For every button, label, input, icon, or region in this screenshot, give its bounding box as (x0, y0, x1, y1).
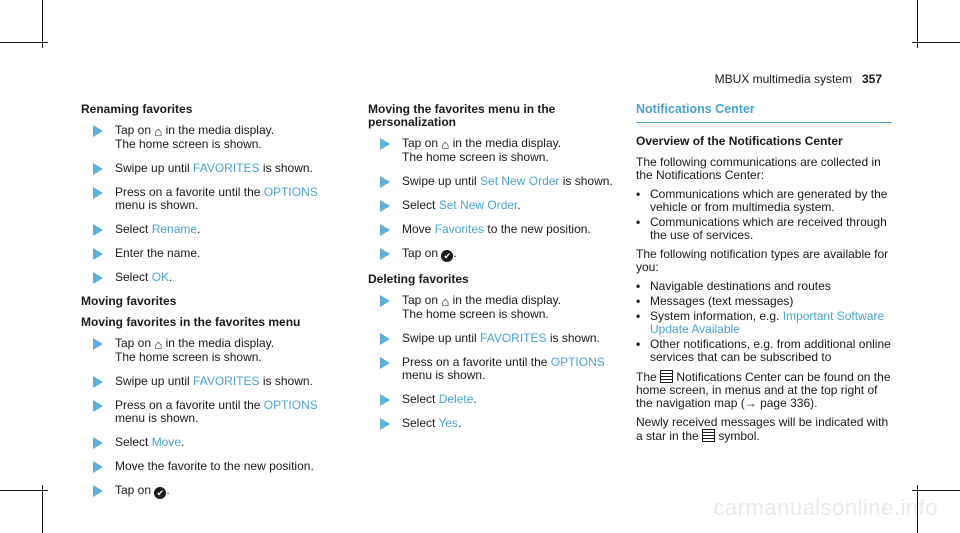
instruction-step (81, 247, 331, 260)
heading-moving: Moving favorites (81, 294, 177, 308)
step-text-part: Select (402, 416, 439, 430)
bullet-icon: • (636, 279, 641, 293)
step-text-part: . (517, 198, 521, 212)
step-text-part: is shown. (559, 174, 613, 188)
instruction-step (81, 271, 331, 284)
step-text (402, 393, 618, 406)
instruction-step (81, 186, 331, 212)
step-text-part: in the media display. (449, 293, 562, 307)
step-text-part: Move (402, 222, 435, 236)
section-title: MBUX multimedia system (714, 72, 852, 86)
home-icon: ⌂ (441, 137, 450, 152)
page-number: 357 (861, 72, 882, 86)
crop-mark (917, 0, 918, 48)
list-item-text (650, 280, 831, 293)
menu-option-label: OPTIONS (263, 398, 318, 412)
step-text-part: Tap on (402, 136, 442, 150)
bullet-icon: • (636, 337, 641, 351)
bullet-icon: • (636, 309, 641, 323)
step-arrow-icon (93, 338, 103, 350)
move-steps (81, 337, 331, 499)
menu-option-label: OPTIONS (550, 355, 605, 369)
list-item-text: Communications which are received through the use of services. (650, 215, 887, 242)
heading-deleting: Deleting favorites (368, 272, 469, 286)
list-item-text-part: Messages (text messages) (650, 294, 794, 308)
step-text-part: Select (115, 222, 152, 236)
step-text (115, 484, 331, 499)
menu-option-label: Set New Order (480, 174, 560, 188)
step-text-part: in the media display. (162, 123, 275, 137)
step-text (115, 271, 331, 284)
instruction-step (368, 393, 618, 406)
step-arrow-icon (380, 176, 390, 188)
list-item-text (650, 338, 892, 364)
step-arrow-icon (380, 357, 390, 369)
menu-option-label: Important Software Update Available (650, 309, 885, 336)
crop-mark (912, 490, 960, 491)
step-text-part: is shown. (546, 331, 600, 345)
menu-option-label: Set New Order (438, 198, 518, 212)
bullet-icon: • (636, 294, 641, 308)
menu-option-label: Move (151, 435, 182, 449)
step-arrow-icon (93, 163, 103, 175)
step-arrow-icon (380, 200, 390, 212)
step-text-part: Swipe up until (402, 174, 481, 188)
step-text (115, 223, 331, 236)
bullet-list (636, 280, 892, 364)
step-text-part: is shown. (259, 161, 313, 175)
step-text (115, 247, 331, 260)
rename-steps (81, 124, 331, 284)
step-text-part: . (473, 392, 477, 406)
heading-overview: Overview of the Notifications Center (636, 134, 843, 148)
instruction-step (81, 460, 331, 473)
list-item (636, 216, 892, 242)
instruction-step (81, 399, 331, 425)
step-text-part: menu is shown. (115, 198, 199, 212)
step-arrow-icon (380, 333, 390, 345)
text: symbol. (715, 429, 760, 443)
step-text (402, 356, 618, 382)
step-arrow-icon (93, 187, 103, 199)
crop-mark (0, 42, 48, 43)
step-text-part: Select (402, 198, 439, 212)
list-item-text (650, 295, 793, 308)
step-text-part: in the media display. (162, 336, 275, 350)
step-text (115, 375, 331, 388)
instruction-step (368, 137, 618, 164)
step-arrow-icon (93, 248, 103, 260)
instruction-step (368, 247, 618, 262)
step-arrow-icon (93, 461, 103, 473)
step-text-part: Tap on (115, 336, 155, 350)
step-text-part: Tap on (115, 123, 155, 137)
menu-option-label: FAVORITES (193, 161, 260, 175)
step-text (115, 186, 331, 212)
step-text-part: Swipe up until (115, 374, 194, 388)
step-text-part: Select (115, 435, 152, 449)
subheading-moving-menu: Moving favorites in the favorites menu (81, 315, 301, 329)
step-text-part: menu is shown. (402, 368, 486, 382)
list-item (636, 310, 892, 336)
step-text (115, 124, 331, 151)
step-arrow-icon (93, 224, 103, 236)
instruction-step (368, 199, 618, 212)
list-item (636, 280, 892, 293)
step-result-text: The home screen is shown. (115, 137, 262, 151)
step-text-part: . (197, 222, 201, 236)
step-text-part: Press on a favorite until the (402, 355, 551, 369)
column-3 (636, 103, 892, 449)
step-text-part: Move the favorite to the new position. (115, 459, 314, 473)
step-text-part: Swipe up until (115, 161, 194, 175)
step-arrow-icon (380, 138, 390, 150)
menu-option-label: OK (151, 270, 170, 284)
text: Newly received messages will be indicated with a star in the (636, 415, 889, 443)
step-text-part: Tap on (402, 246, 442, 260)
heading-moving-personalization: Moving the favorites menu in the personalization (368, 102, 556, 129)
step-text-part: Select (115, 270, 152, 284)
list-item (636, 338, 892, 364)
crop-mark (42, 485, 43, 533)
step-text-part: Press on a favorite until the (115, 185, 264, 199)
instruction-step (368, 223, 618, 236)
step-text (402, 199, 618, 212)
text: Notifications Center can be found on the home screen, in menus and at the top right of the navigation map (→ page 336). (636, 370, 891, 410)
paragraph (636, 370, 892, 410)
list-item (636, 295, 892, 308)
step-arrow-icon (380, 418, 390, 430)
step-text (402, 223, 618, 236)
step-text-part: Enter the name. (115, 246, 201, 260)
page-header (715, 72, 882, 86)
notification-list-icon (702, 429, 715, 442)
menu-option-label: Favorites (434, 222, 485, 236)
step-text (115, 460, 331, 473)
text: The (636, 370, 661, 384)
step-text-part: . (181, 435, 185, 449)
step-text-part: Swipe up until (402, 331, 481, 345)
instruction-step (368, 332, 618, 345)
instruction-step (81, 223, 331, 236)
menu-option-label: OPTIONS (263, 185, 318, 199)
instruction-step (81, 337, 331, 364)
step-arrow-icon (380, 295, 390, 307)
step-text-part: menu is shown. (115, 411, 199, 425)
step-arrow-icon (93, 485, 103, 497)
menu-option-label: Rename (151, 222, 198, 236)
watermark: carmanualsonline.info (713, 495, 938, 520)
personalization-steps (368, 137, 618, 262)
step-text (402, 137, 618, 164)
step-text-part: . (169, 270, 173, 284)
step-arrow-icon (93, 400, 103, 412)
list-item-text: Communications which are generated by the vehicle or from multimedia system. (650, 187, 888, 214)
step-text-part: Tap on (115, 483, 155, 497)
home-icon: ⌂ (441, 294, 450, 309)
instruction-step (368, 175, 618, 188)
column-1 (81, 103, 331, 510)
section-heading-notifications: Notifications Center (636, 103, 892, 123)
step-arrow-icon (93, 125, 103, 137)
step-text (402, 417, 618, 430)
instruction-step (368, 356, 618, 382)
list-item-text (650, 310, 892, 336)
instruction-step (81, 375, 331, 388)
instruction-step (81, 124, 331, 151)
step-text (115, 162, 331, 175)
step-arrow-icon (380, 394, 390, 406)
list-item-text-part: System information, e.g. (650, 309, 783, 323)
step-text-part: Tap on (402, 293, 442, 307)
list-item-text-part: Navigable destinations and routes (650, 279, 831, 293)
step-result-text: The home screen is shown. (402, 307, 549, 321)
step-arrow-icon (380, 224, 390, 236)
instruction-step (368, 417, 618, 430)
instruction-step (81, 484, 331, 499)
crop-mark (912, 42, 960, 43)
menu-option-label: Delete (438, 392, 474, 406)
paragraph: The following communications are collected in the Notifications Center: (636, 155, 881, 182)
step-text-part: Select (402, 392, 439, 406)
step-text (402, 175, 618, 188)
bullet-list (636, 188, 892, 242)
step-text-part: . (453, 246, 457, 260)
step-arrow-icon (93, 272, 103, 284)
instruction-step (368, 294, 618, 321)
menu-option-label: FAVORITES (193, 374, 260, 388)
paragraph (636, 416, 892, 443)
step-text-part: to the new position. (484, 222, 591, 236)
step-text (115, 399, 331, 425)
step-text (402, 247, 618, 262)
heading-renaming: Renaming favorites (81, 102, 193, 116)
delete-steps (368, 294, 618, 430)
instruction-step (81, 162, 331, 175)
step-text-part: . (166, 483, 170, 497)
step-arrow-icon (380, 248, 390, 260)
step-text-part: is shown. (259, 374, 313, 388)
step-text (402, 332, 618, 345)
list-item (636, 188, 892, 214)
crop-mark (42, 0, 43, 48)
step-result-text: The home screen is shown. (115, 350, 262, 364)
step-text (115, 436, 331, 449)
menu-option-label: Yes (438, 416, 459, 430)
step-text (402, 294, 618, 321)
bullet-icon: • (636, 215, 641, 229)
step-text-part: in the media display. (449, 136, 562, 150)
list-item-text-part: Other notifications, e.g. from additional online services that can be subscribed to (650, 337, 891, 364)
column-2 (368, 103, 618, 441)
bullet-icon: • (636, 187, 641, 201)
home-icon: ⌂ (154, 124, 163, 139)
paragraph: The following notification types are available for you: (636, 247, 889, 274)
menu-option-label: FAVORITES (480, 331, 547, 345)
notification-list-icon (660, 370, 673, 383)
step-text-part: . (458, 416, 462, 430)
step-arrow-icon (93, 376, 103, 388)
home-icon: ⌂ (154, 337, 163, 352)
step-arrow-icon (93, 437, 103, 449)
step-text-part: Press on a favorite until the (115, 398, 264, 412)
confirm-icon: ✔ (154, 487, 166, 499)
confirm-icon: ✔ (441, 250, 453, 262)
step-text (115, 337, 331, 364)
step-result-text: The home screen is shown. (402, 150, 549, 164)
crop-mark (0, 490, 48, 491)
instruction-step (81, 436, 331, 449)
